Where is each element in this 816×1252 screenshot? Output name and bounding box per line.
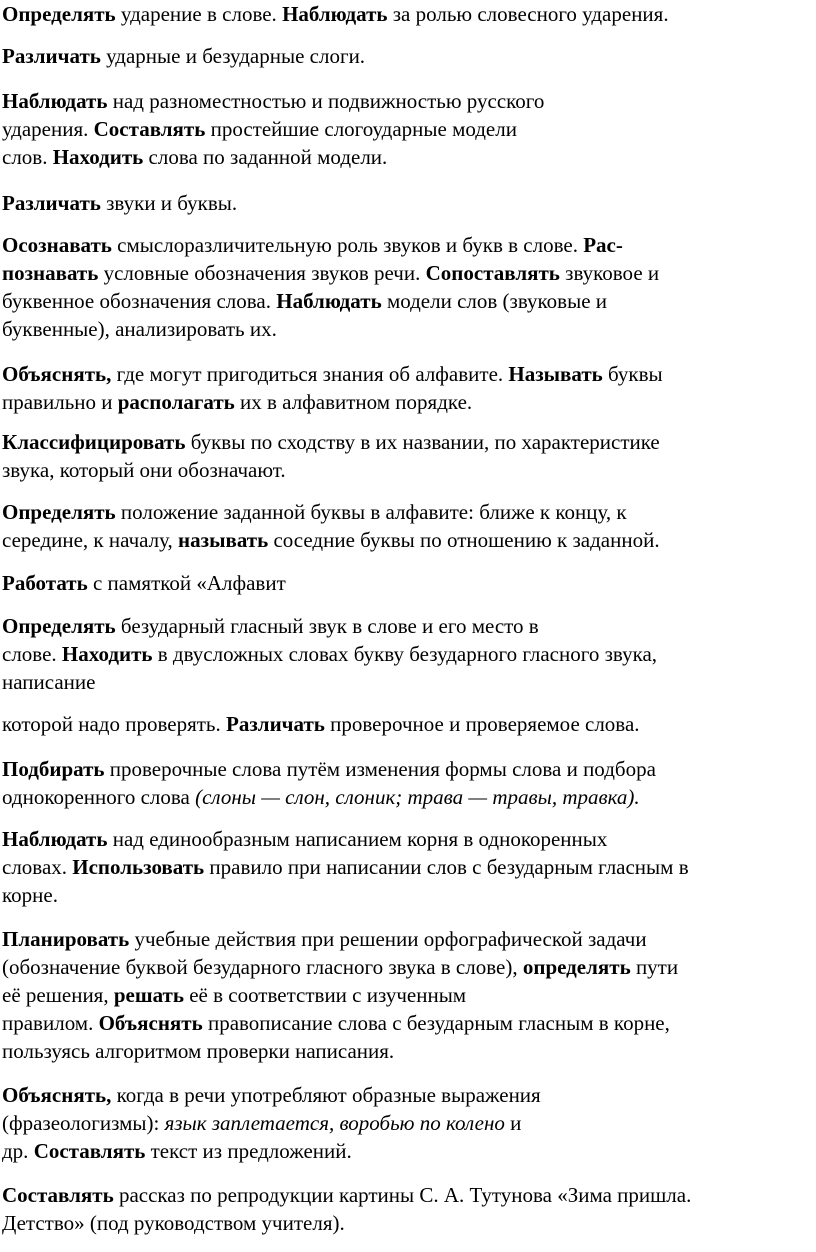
text-run: за ролью словесного ударения. bbox=[387, 2, 669, 26]
text-run: учебные действия при решении орфографической задачи bbox=[129, 927, 647, 951]
text-run: слов. bbox=[2, 145, 53, 169]
text-run: её в соответствии с изученным bbox=[183, 983, 467, 1007]
text-run: корне. bbox=[2, 883, 58, 907]
text-line bbox=[2, 498, 660, 526]
text-run: пользуясь алгоритмом проверки написания. bbox=[2, 1039, 395, 1063]
text-line bbox=[2, 1109, 541, 1137]
text-line bbox=[2, 853, 689, 881]
text-run: безударный гласный звук в слове и его место в bbox=[115, 614, 539, 638]
paragraph bbox=[2, 1081, 541, 1165]
bold-verb: Составлять bbox=[33, 1139, 146, 1163]
text-line bbox=[2, 925, 678, 953]
bold-verb: познавать bbox=[2, 261, 99, 285]
text-line bbox=[2, 612, 657, 640]
text-run: модели слов (звуковые и bbox=[381, 289, 608, 313]
text-run: когда в речи употребляют образные выражения bbox=[111, 1083, 541, 1107]
bold-verb: Различать bbox=[2, 191, 101, 215]
paragraph bbox=[2, 710, 640, 738]
text-run: слова по заданной модели. bbox=[143, 145, 388, 169]
text-run: рассказ по репродукции картины С. А. Тутунова «Зима пришла. bbox=[113, 1183, 692, 1207]
bold-verb: Работать bbox=[2, 571, 88, 595]
text-line bbox=[2, 783, 656, 811]
bold-verb: Использовать bbox=[72, 855, 205, 879]
text-line bbox=[2, 953, 678, 981]
text-run: однокоренного слова bbox=[2, 785, 196, 809]
bold-verb: Рас- bbox=[583, 233, 623, 257]
bold-verb: Осознавать bbox=[2, 233, 112, 257]
text-run: звуковое и bbox=[559, 261, 660, 285]
italic-example: язык заплетается, воробью по колено bbox=[164, 1111, 505, 1135]
text-run: правило при написании слов с безударным гласным в bbox=[204, 855, 689, 879]
paragraph bbox=[2, 498, 660, 554]
bold-verb: Наблюдать bbox=[276, 289, 382, 313]
text-line bbox=[2, 640, 657, 668]
text-run: правописание слова с безударным гласным в корне, bbox=[202, 1011, 670, 1035]
text-line bbox=[2, 755, 656, 783]
text-line bbox=[2, 881, 689, 909]
text-line bbox=[2, 143, 544, 171]
text-run: звука, который они обозначают. bbox=[2, 458, 286, 482]
paragraph bbox=[2, 42, 365, 70]
paragraph bbox=[2, 825, 689, 909]
text-line bbox=[2, 569, 286, 597]
text-line bbox=[2, 710, 640, 738]
bold-verb: Наблюдать bbox=[282, 2, 388, 26]
text-run: (фразеологизмы): bbox=[2, 1111, 165, 1135]
bold-verb: Наблюдать bbox=[2, 827, 108, 851]
paragraph bbox=[2, 231, 659, 343]
text-run: Детство» (под руководством учителя). bbox=[2, 1211, 345, 1235]
text-line bbox=[2, 526, 660, 554]
bold-verb: называть bbox=[178, 528, 269, 552]
italic-example: (слоны — слон, слоник; трава — травы, травка). bbox=[195, 785, 640, 809]
text-line bbox=[2, 456, 660, 484]
text-run: с памяткой «Алфавит bbox=[87, 571, 286, 595]
text-run: текст из предложений. bbox=[145, 1139, 352, 1163]
text-run: простейшие слогоударные модели bbox=[205, 117, 517, 141]
text-run: где могут пригодиться знания об алфавите. bbox=[111, 362, 509, 386]
text-line bbox=[2, 1009, 678, 1037]
text-line bbox=[2, 428, 660, 456]
text-run: ударения. bbox=[2, 117, 94, 141]
bold-verb: Планировать bbox=[2, 927, 130, 951]
text-run: над разноместностью и подвижностью русского bbox=[107, 89, 545, 113]
text-run: в двусложных словах букву безударного гласного звука, bbox=[152, 642, 658, 666]
bold-verb: Различать bbox=[226, 712, 325, 736]
text-run: правильно и bbox=[2, 390, 118, 414]
paragraph bbox=[2, 360, 663, 416]
text-line bbox=[2, 981, 678, 1009]
text-run: проверочные слова путём изменения формы слова и подбора bbox=[104, 757, 656, 781]
paragraph bbox=[2, 925, 678, 1065]
bold-verb: решать bbox=[113, 983, 184, 1007]
text-line bbox=[2, 287, 659, 315]
text-line bbox=[2, 115, 544, 143]
paragraph bbox=[2, 0, 669, 28]
text-run: её решения, bbox=[2, 983, 114, 1007]
text-run: буквенные), анализировать их. bbox=[2, 317, 277, 341]
text-run: над единообразным написанием корня в однокоренных bbox=[107, 827, 608, 851]
text-run: буквы по сходству в их названии, по характеристике bbox=[185, 430, 660, 454]
text-run: правилом. bbox=[2, 1011, 99, 1035]
text-run: ударение в слове. bbox=[115, 2, 283, 26]
text-run: (обозначение буквой безударного гласного звука в слове), bbox=[2, 955, 523, 979]
bold-verb: Определять bbox=[2, 614, 116, 638]
text-run: условные обозначения звуков речи. bbox=[98, 261, 426, 285]
bold-verb: располагать bbox=[117, 390, 235, 414]
bold-verb: Составлять bbox=[93, 117, 206, 141]
bold-verb: Различать bbox=[2, 44, 101, 68]
paragraph bbox=[2, 1181, 691, 1237]
text-line bbox=[2, 1081, 541, 1109]
text-run: буквенное обозначения слова. bbox=[2, 289, 277, 313]
bold-verb: Определять bbox=[2, 500, 116, 524]
text-run: ударные и безударные слоги. bbox=[100, 44, 366, 68]
paragraph bbox=[2, 189, 237, 217]
text-run: их в алфавитном порядке. bbox=[234, 390, 473, 414]
text-line bbox=[2, 825, 689, 853]
text-run: написание bbox=[2, 670, 96, 694]
text-run: и bbox=[504, 1111, 522, 1135]
text-run: середине, к началу, bbox=[2, 528, 179, 552]
bold-verb: определять bbox=[522, 955, 631, 979]
bold-verb: Подбирать bbox=[2, 757, 105, 781]
text-run: положение заданной буквы в алфавите: ближе к концу, к bbox=[115, 500, 627, 524]
bold-verb: Классифицировать bbox=[2, 430, 186, 454]
paragraph bbox=[2, 755, 656, 811]
text-line bbox=[2, 1037, 678, 1065]
text-line bbox=[2, 87, 544, 115]
paragraph bbox=[2, 612, 657, 696]
bold-verb: Объяснять, bbox=[2, 1083, 112, 1107]
bold-verb: Наблюдать bbox=[2, 89, 108, 113]
text-line bbox=[2, 360, 663, 388]
text-run: соседние буквы по отношению к заданной. bbox=[268, 528, 660, 552]
text-run: которой надо проверять. bbox=[2, 712, 227, 736]
bold-verb: Объяснять bbox=[98, 1011, 203, 1035]
bold-verb: Называть bbox=[508, 362, 603, 386]
paragraph bbox=[2, 569, 286, 597]
bold-verb: Объяснять, bbox=[2, 362, 112, 386]
text-line bbox=[2, 1181, 691, 1209]
text-line bbox=[2, 1137, 541, 1165]
bold-verb: Находить bbox=[61, 642, 153, 666]
bold-verb: Составлять bbox=[2, 1183, 114, 1207]
text-line bbox=[2, 231, 659, 259]
text-line bbox=[2, 315, 659, 343]
text-run: проверочное и проверяемое слова. bbox=[324, 712, 640, 736]
text-run: буквы bbox=[602, 362, 663, 386]
text-run: звуки и буквы. bbox=[100, 191, 238, 215]
text-line bbox=[2, 189, 237, 217]
text-line bbox=[2, 259, 659, 287]
text-line bbox=[2, 0, 669, 28]
text-line bbox=[2, 668, 657, 696]
paragraph bbox=[2, 87, 544, 171]
text-run: словах. bbox=[2, 855, 73, 879]
text-run: др. bbox=[2, 1139, 34, 1163]
bold-verb: Находить bbox=[52, 145, 144, 169]
paragraph bbox=[2, 428, 660, 484]
bold-verb: Сопоставлять bbox=[425, 261, 560, 285]
text-run: пути bbox=[630, 955, 679, 979]
text-line bbox=[2, 1209, 691, 1237]
text-run: слове. bbox=[2, 642, 62, 666]
bold-verb: Определять bbox=[2, 2, 116, 26]
text-line bbox=[2, 388, 663, 416]
text-run: смыслоразличительную роль звуков и букв в слове. bbox=[111, 233, 584, 257]
text-line bbox=[2, 42, 365, 70]
